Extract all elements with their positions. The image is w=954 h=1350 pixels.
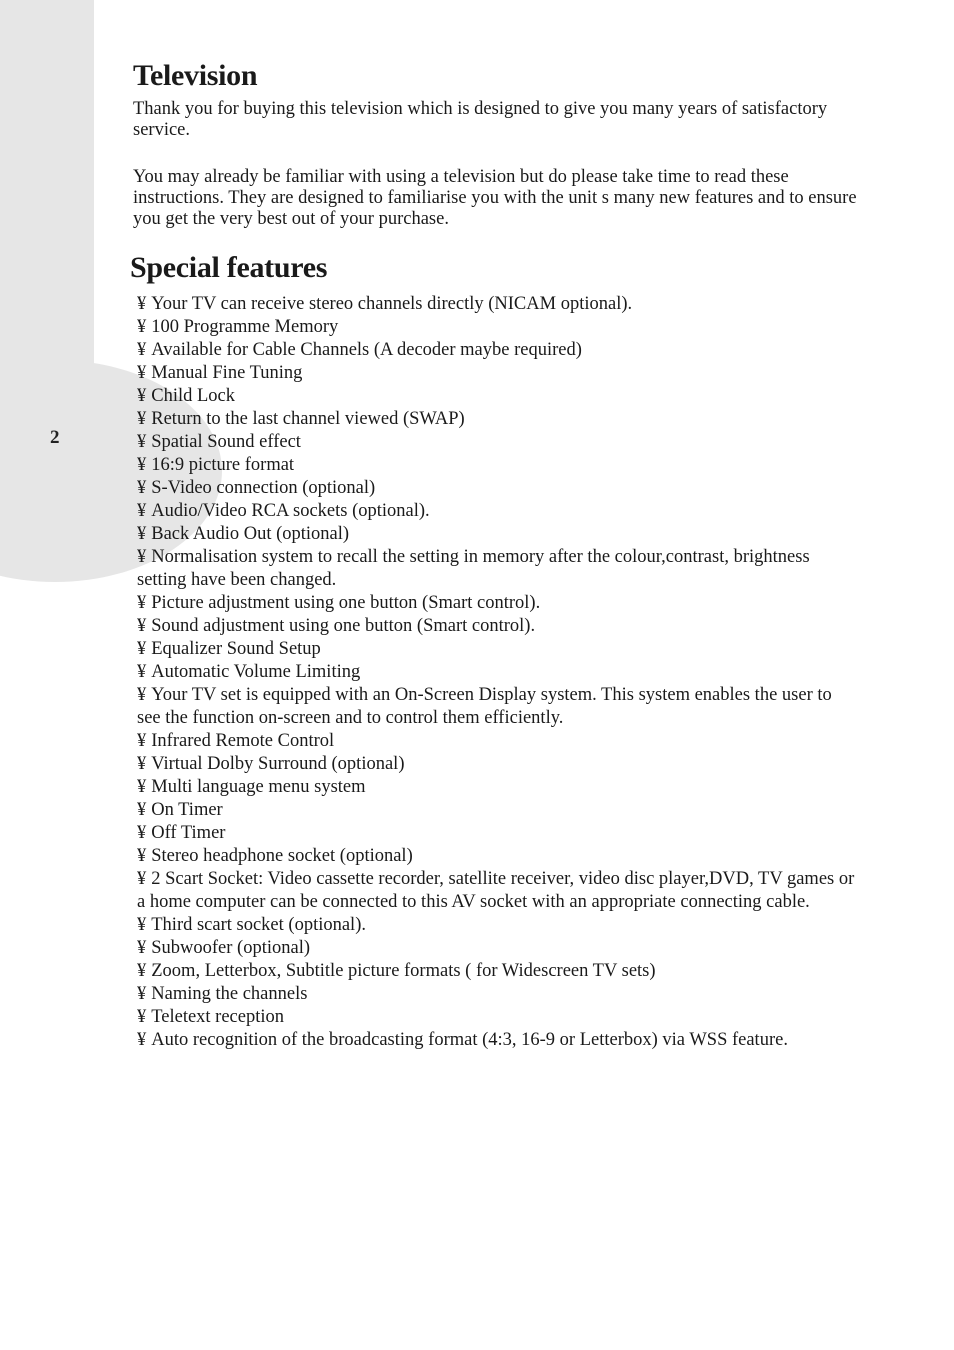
feature-text: Virtual Dolby Surround (optional) (151, 754, 405, 774)
side-bar-decoration (0, 0, 94, 400)
feature-item (137, 868, 857, 914)
bullet-glyph: ¥ (137, 455, 147, 475)
bullet-glyph: ¥ (137, 616, 147, 636)
feature-text: Naming the channels (151, 984, 308, 1004)
bullet-glyph: ¥ (137, 639, 147, 659)
bullet-glyph: ¥ (137, 731, 147, 751)
feature-item (137, 454, 857, 477)
feature-item (137, 477, 857, 500)
feature-item (137, 362, 857, 385)
bullet-glyph: ¥ (137, 938, 147, 958)
bullet-glyph: ¥ (137, 547, 147, 567)
feature-item (137, 339, 857, 362)
feature-text: Your TV can receive stereo channels directly (NICAM optional). (151, 294, 633, 314)
feature-item (137, 592, 857, 615)
feature-text: Automatic Volume Limiting (151, 662, 361, 682)
feature-item (137, 638, 857, 661)
section-title-special-features: Special features (130, 251, 328, 284)
feature-text: S-Video connection (optional) (151, 478, 376, 498)
bullet-glyph: ¥ (137, 317, 147, 337)
feature-item (137, 1006, 857, 1029)
feature-text: Equalizer Sound Setup (151, 639, 321, 659)
feature-text: Manual Fine Tuning (151, 363, 303, 383)
bullet-glyph: ¥ (137, 294, 147, 314)
feature-text: On Timer (151, 800, 223, 820)
feature-text: Return to the last channel viewed (SWAP) (151, 409, 465, 429)
bullet-glyph: ¥ (137, 432, 147, 452)
feature-text: Child Lock (151, 386, 236, 406)
feature-item (137, 500, 857, 523)
bullet-glyph: ¥ (137, 685, 147, 705)
feature-text: Stereo headphone socket (optional) (151, 846, 413, 866)
bullet-glyph: ¥ (137, 800, 147, 820)
page-number: 2 (50, 427, 60, 448)
bullet-glyph: ¥ (137, 662, 147, 682)
bullet-glyph: ¥ (137, 961, 147, 981)
feature-text: Sound adjustment using one button (Smart control). (151, 616, 536, 636)
feature-text: 16:9 picture format (151, 455, 295, 475)
feature-item (137, 776, 857, 799)
bullet-glyph: ¥ (137, 478, 147, 498)
feature-text: Your TV set is equipped with an On-Screen Display system. This system enables the user to see the function on-screen and to control them efficiently. (137, 685, 832, 728)
feature-text: Auto recognition of the broadcasting format (4:3, 16-9 or Letterbox) via WSS feature. (151, 1030, 788, 1050)
feature-item (137, 937, 857, 960)
section-title-television: Television (133, 59, 258, 92)
bullet-glyph: ¥ (137, 777, 147, 797)
bullet-glyph: ¥ (137, 386, 147, 406)
feature-text: Teletext reception (151, 1007, 285, 1027)
bullet-glyph: ¥ (137, 1007, 147, 1027)
feature-text: Infrared Remote Control (151, 731, 335, 751)
intro-paragraph-1: Thank you for buying this television which is designed to give you many years of satisfactory service. (133, 99, 828, 140)
bullet-glyph: ¥ (137, 409, 147, 429)
feature-item (137, 408, 857, 431)
bullet-glyph: ¥ (137, 915, 147, 935)
bullet-glyph: ¥ (137, 524, 147, 544)
bullet-glyph: ¥ (137, 846, 147, 866)
feature-item (137, 914, 857, 937)
feature-item (137, 293, 857, 316)
bullet-glyph: ¥ (137, 593, 147, 613)
feature-text: Available for Cable Channels (A decoder maybe required) (151, 340, 582, 360)
feature-item (137, 523, 857, 546)
feature-item (137, 845, 857, 868)
feature-text: Audio/Video RCA sockets (optional). (151, 501, 430, 521)
feature-item (137, 684, 857, 730)
feature-item (137, 730, 857, 753)
feature-item (137, 753, 857, 776)
feature-item (137, 316, 857, 339)
feature-item (137, 546, 857, 592)
feature-item (137, 799, 857, 822)
feature-text: Third scart socket (optional). (151, 915, 366, 935)
feature-text: Multi language menu system (151, 777, 366, 797)
feature-item (137, 983, 857, 1006)
feature-item (137, 431, 857, 454)
feature-text: Back Audio Out (optional) (151, 524, 350, 544)
bullet-glyph: ¥ (137, 340, 147, 360)
feature-item (137, 1029, 857, 1052)
bullet-glyph: ¥ (137, 984, 147, 1004)
feature-text: 2 Scart Socket: Video cassette recorder, satellite receiver, video disc player,DVD, TV games or a home computer can be connected to this AV socket with an appropriate connecting cable. (137, 869, 855, 912)
bullet-glyph: ¥ (137, 754, 147, 774)
feature-item (137, 385, 857, 408)
feature-list (137, 293, 857, 1052)
feature-text: Off Timer (151, 823, 226, 843)
bullet-glyph: ¥ (137, 363, 147, 383)
feature-item (137, 822, 857, 845)
bullet-glyph: ¥ (137, 1030, 147, 1050)
bullet-glyph: ¥ (137, 869, 147, 889)
feature-item (137, 960, 857, 983)
feature-text: Zoom, Letterbox, Subtitle picture formats ( for Widescreen TV sets) (151, 961, 656, 981)
feature-text: Subwoofer (optional) (151, 938, 311, 958)
intro-paragraph-2: You may already be familiar with using a television but do please take time to read these instructions. They are designed to familiarise you with the unit s many new features and to ensure you get the very best out of your purchase. (133, 167, 857, 229)
feature-text: Picture adjustment using one button (Smart control). (151, 593, 541, 613)
feature-item (137, 615, 857, 638)
bullet-glyph: ¥ (137, 501, 147, 521)
bullet-glyph: ¥ (137, 823, 147, 843)
feature-text: Spatial Sound effect (151, 432, 301, 452)
feature-item (137, 661, 857, 684)
feature-text: Normalisation system to recall the setting in memory after the colour,contrast, brightness setting have been changed. (137, 547, 810, 590)
feature-text: 100 Programme Memory (151, 317, 339, 337)
